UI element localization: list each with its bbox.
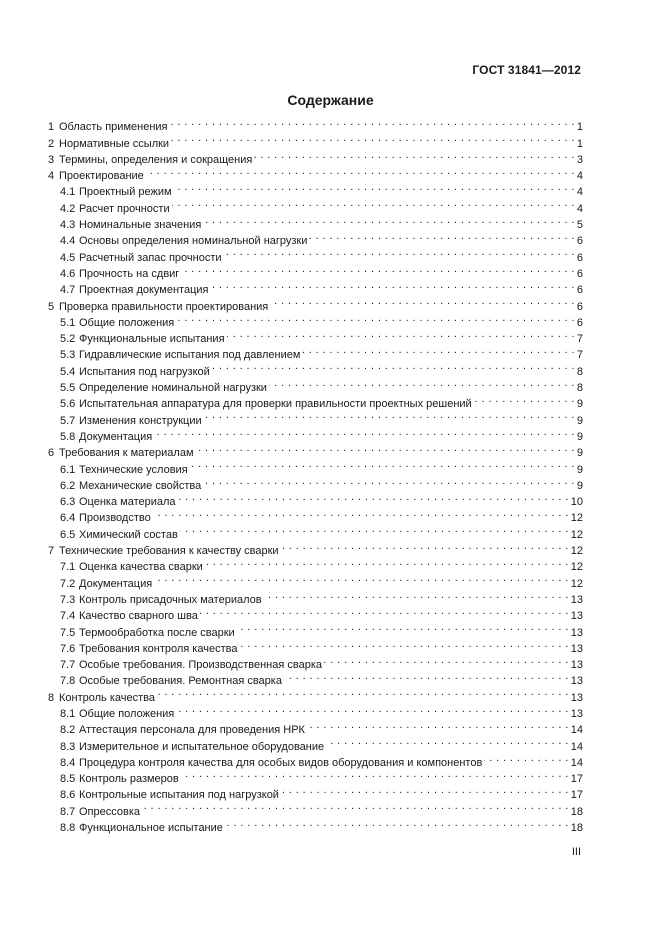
toc-dot-leader bbox=[309, 228, 574, 244]
toc-entry-label: Контроль качества bbox=[59, 691, 155, 704]
toc-entry-label: Процедура контроля качества для особых видов оборудования и компонентов bbox=[79, 756, 483, 769]
toc-entry-number: 8.5 bbox=[60, 773, 76, 786]
toc-entry-page: 17 bbox=[570, 773, 583, 786]
toc-entry-number: 5 bbox=[48, 300, 55, 313]
toc-entry-label: Особые требования. Ремонтная сварка bbox=[79, 675, 282, 688]
toc-entry-label: Нормативные ссылки bbox=[59, 137, 170, 150]
page-number: III bbox=[571, 846, 581, 858]
toc-entry-label: Производство bbox=[79, 512, 151, 525]
toc-entry-label: Механические свойства bbox=[79, 479, 202, 492]
toc-entry-page: 18 bbox=[570, 805, 583, 818]
toc-dot-leader bbox=[324, 652, 569, 668]
toc-entry-page: 6 bbox=[576, 235, 583, 248]
toc-entry-page: 12 bbox=[570, 512, 583, 525]
toc-entry-page: 9 bbox=[576, 414, 583, 427]
toc-entry-label: Опрессовка bbox=[79, 805, 141, 818]
toc-entry-label: Качество сварного шва bbox=[79, 610, 198, 623]
toc-entry-label: Технические условия bbox=[79, 463, 188, 476]
toc-dot-leader bbox=[281, 782, 569, 798]
toc-entry-number: 4.7 bbox=[60, 284, 76, 297]
toc-entry-page: 9 bbox=[576, 398, 583, 411]
toc-dot-leader bbox=[171, 130, 575, 146]
toc-entry-number: 8.1 bbox=[60, 707, 76, 720]
toc-entry-label: Номинальные значения bbox=[79, 219, 202, 232]
toc-entry-page: 17 bbox=[570, 789, 583, 802]
toc-entry-page: 9 bbox=[576, 479, 583, 492]
toc-entry[interactable] bbox=[48, 114, 583, 134]
toc-entry-number: 7.1 bbox=[60, 561, 76, 574]
toc-entry-label: Контроль присадочных материалов bbox=[79, 593, 262, 606]
toc-entry-number: 5.5 bbox=[60, 382, 76, 395]
toc-entry-page: 14 bbox=[570, 724, 583, 737]
toc-entry-label: Документация bbox=[79, 577, 153, 590]
toc-entry-number: 6.2 bbox=[60, 479, 76, 492]
toc-dot-leader bbox=[153, 505, 569, 521]
toc-entry-page: 13 bbox=[570, 691, 583, 704]
toc-entry-label: Термины, определения и сокращения bbox=[59, 153, 253, 166]
toc-entry-number: 1 bbox=[48, 121, 55, 134]
toc-entry-number: 4.4 bbox=[60, 235, 76, 248]
toc-entry-label: Оценка материала bbox=[79, 496, 176, 509]
toc-entry-number: 4.6 bbox=[60, 267, 76, 280]
toc-entry-page: 6 bbox=[576, 316, 583, 329]
toc-entry-page: 12 bbox=[570, 561, 583, 574]
table-of-contents bbox=[48, 114, 583, 835]
document-header-standard: ГОСТ 31841—2012 bbox=[472, 63, 581, 77]
toc-dot-leader bbox=[227, 326, 575, 342]
toc-entry-label: Аттестация персонала для проведения НРК bbox=[79, 724, 305, 737]
toc-entry-page: 5 bbox=[576, 219, 583, 232]
toc-dot-leader bbox=[174, 179, 575, 195]
toc-entry-page: 6 bbox=[576, 284, 583, 297]
toc-dot-leader bbox=[203, 212, 575, 228]
toc-entry-number: 7.2 bbox=[60, 577, 76, 590]
toc-dot-leader bbox=[176, 310, 575, 326]
toc-entry-number: 4.3 bbox=[60, 219, 76, 232]
toc-entry-page: 9 bbox=[576, 430, 583, 443]
toc-entry-page: 13 bbox=[570, 659, 583, 672]
toc-dot-leader bbox=[205, 554, 569, 570]
toc-dot-leader bbox=[269, 375, 575, 391]
toc-entry-label: Особые требования. Производственная сварка bbox=[79, 659, 322, 672]
toc-entry-label: Проектный режим bbox=[79, 186, 172, 199]
toc-entry-page: 13 bbox=[570, 626, 583, 639]
toc-entry-number: 7.5 bbox=[60, 626, 76, 639]
toc-entry-label: Функциональные испытания bbox=[79, 333, 225, 346]
toc-entry-label: Область применения bbox=[59, 121, 168, 134]
toc-dot-leader bbox=[204, 407, 575, 423]
toc-entry-number: 3 bbox=[48, 153, 55, 166]
toc-entry-number: 4 bbox=[48, 170, 55, 183]
toc-entry-label: Измерительное и испытательное оборудование bbox=[79, 740, 325, 753]
toc-dot-leader bbox=[302, 342, 574, 358]
toc-entry-number: 5.1 bbox=[60, 316, 76, 329]
toc-entry-page: 7 bbox=[576, 349, 583, 362]
toc-dot-leader bbox=[176, 701, 569, 717]
toc-entry-label: Термообработка после сварки bbox=[79, 626, 235, 639]
toc-dot-leader bbox=[474, 391, 575, 407]
toc-entry-page: 8 bbox=[576, 382, 583, 395]
toc-entry-number: 7 bbox=[48, 545, 55, 558]
toc-entry-number: 5.3 bbox=[60, 349, 76, 362]
toc-entry-label: Контрольные испытания под нагрузкой bbox=[79, 789, 279, 802]
toc-entry-page: 6 bbox=[576, 267, 583, 280]
toc-entry-page: 14 bbox=[570, 740, 583, 753]
toc-entry-number: 7.7 bbox=[60, 659, 76, 672]
toc-entry-number: 6.4 bbox=[60, 512, 76, 525]
toc-entry-label: Расчетный запас прочности bbox=[79, 251, 222, 264]
toc-entry-number: 4.5 bbox=[60, 251, 76, 264]
toc-entry-number: 5.8 bbox=[60, 430, 76, 443]
toc-dot-leader bbox=[224, 244, 575, 260]
toc-dot-leader bbox=[270, 293, 575, 309]
toc-entry-label: Изменения конструкции bbox=[79, 414, 202, 427]
toc-entry-label: Технические требования к качеству сварки bbox=[59, 545, 279, 558]
toc-entry-number: 8.6 bbox=[60, 789, 76, 802]
toc-entry-number: 7.4 bbox=[60, 610, 76, 623]
toc-entry-page: 8 bbox=[576, 365, 583, 378]
toc-entry-page: 10 bbox=[570, 496, 583, 509]
toc-entry-number: 8.7 bbox=[60, 805, 76, 818]
toc-entry-page: 9 bbox=[576, 463, 583, 476]
toc-entry-number: 5.2 bbox=[60, 333, 76, 346]
toc-dot-leader bbox=[254, 147, 575, 163]
toc-dot-leader bbox=[178, 489, 569, 505]
toc-entry-page: 13 bbox=[570, 593, 583, 606]
toc-entry-number: 4.1 bbox=[60, 186, 76, 199]
toc-entry-number: 8.8 bbox=[60, 822, 76, 835]
toc-entry-page: 14 bbox=[570, 756, 583, 769]
toc-entry-label: Документация bbox=[79, 430, 153, 443]
toc-entry-page: 6 bbox=[576, 300, 583, 313]
toc-dot-leader bbox=[200, 603, 569, 619]
toc-dot-leader bbox=[170, 114, 575, 130]
toc-title: Содержание bbox=[287, 92, 374, 108]
toc-entry-page: 1 bbox=[576, 121, 583, 134]
toc-dot-leader bbox=[180, 521, 569, 537]
toc-entry-page: 12 bbox=[570, 528, 583, 541]
toc-entry-number: 5.4 bbox=[60, 365, 76, 378]
toc-entry-page: 4 bbox=[576, 170, 583, 183]
toc-entry-label: Общие положения bbox=[79, 316, 175, 329]
toc-entry-number: 6.3 bbox=[60, 496, 76, 509]
toc-entry-page: 18 bbox=[570, 822, 583, 835]
toc-dot-leader bbox=[326, 733, 569, 749]
toc-dot-leader bbox=[212, 358, 575, 374]
toc-entry-label: Химический состав bbox=[79, 528, 178, 541]
toc-entry-number: 4.2 bbox=[60, 202, 76, 215]
toc-entry-number: 7.8 bbox=[60, 675, 76, 688]
toc-entry-page: 6 bbox=[576, 251, 583, 264]
toc-dot-leader bbox=[264, 587, 569, 603]
toc-entry-label: Испытательная аппаратура для проверки правильности проектных решений bbox=[79, 398, 472, 411]
toc-dot-leader bbox=[181, 261, 575, 277]
toc-entry-page: 13 bbox=[570, 675, 583, 688]
toc-entry-label: Основы определения номинальной нагрузки bbox=[79, 235, 308, 248]
toc-dot-leader bbox=[157, 684, 569, 700]
toc-dot-leader bbox=[307, 717, 569, 733]
toc-entry-number: 7.6 bbox=[60, 642, 76, 655]
toc-dot-leader bbox=[284, 668, 569, 684]
toc-entry-page: 1 bbox=[576, 137, 583, 150]
toc-entry-number: 6 bbox=[48, 447, 55, 460]
toc-entry-label: Определение номинальной нагрузки bbox=[79, 382, 267, 395]
toc-dot-leader bbox=[239, 636, 568, 652]
toc-dot-leader bbox=[237, 619, 569, 635]
toc-entry-page: 13 bbox=[570, 707, 583, 720]
toc-entry-page: 13 bbox=[570, 642, 583, 655]
toc-entry-page: 7 bbox=[576, 333, 583, 346]
toc-entry-number: 6.1 bbox=[60, 463, 76, 476]
toc-dot-leader bbox=[181, 766, 569, 782]
toc-entry-label: Проектная документация bbox=[79, 284, 209, 297]
toc-dot-leader bbox=[484, 750, 568, 766]
toc-dot-leader bbox=[142, 798, 569, 814]
toc-entry-number: 6.5 bbox=[60, 528, 76, 541]
toc-entry-label: Оценка качества сварки bbox=[79, 561, 203, 574]
toc-entry-number: 7.3 bbox=[60, 593, 76, 606]
toc-entry-page: 4 bbox=[576, 186, 583, 199]
toc-entry-number: 8 bbox=[48, 691, 55, 704]
toc-dot-leader bbox=[281, 538, 569, 554]
toc-dot-leader bbox=[225, 815, 569, 831]
toc-entry-page: 3 bbox=[576, 153, 583, 166]
toc-entry-number: 2 bbox=[48, 137, 55, 150]
toc-dot-leader bbox=[146, 163, 575, 179]
toc-entry-label: Прочность на сдвиг bbox=[79, 267, 180, 280]
toc-dot-leader bbox=[172, 195, 575, 211]
toc-entry-number: 8.4 bbox=[60, 756, 76, 769]
toc-entry-label: Общие положения bbox=[79, 707, 175, 720]
toc-entry-page: 12 bbox=[570, 545, 583, 558]
toc-entry-page: 13 bbox=[570, 610, 583, 623]
toc-entry-page: 12 bbox=[570, 577, 583, 590]
toc-entry-label: Расчет прочности bbox=[79, 202, 170, 215]
toc-entry-page: 9 bbox=[576, 447, 583, 460]
toc-entry-number: 8.2 bbox=[60, 724, 76, 737]
toc-dot-leader bbox=[190, 456, 575, 472]
toc-entry-label: Требования к материалам bbox=[59, 447, 194, 460]
toc-entry-number: 8.3 bbox=[60, 740, 76, 753]
toc-entry-number: 5.6 bbox=[60, 398, 76, 411]
toc-entry-label: Требования контроля качества bbox=[79, 642, 238, 655]
toc-entry-label: Проверка правильности проектирования bbox=[59, 300, 269, 313]
toc-entry-label: Испытания под нагрузкой bbox=[79, 365, 210, 378]
toc-entry-page: 4 bbox=[576, 202, 583, 215]
toc-entry-number: 5.7 bbox=[60, 414, 76, 427]
toc-dot-leader bbox=[154, 424, 575, 440]
toc-entry-label: Гидравлические испытания под давлением bbox=[79, 349, 301, 362]
toc-dot-leader bbox=[203, 473, 575, 489]
toc-dot-leader bbox=[154, 570, 569, 586]
toc-entry-label: Контроль размеров bbox=[79, 773, 179, 786]
toc-entry-label: Функциональное испытание bbox=[79, 822, 223, 835]
toc-entry-label: Проектирование bbox=[59, 170, 144, 183]
toc-dot-leader bbox=[210, 277, 574, 293]
toc-dot-leader bbox=[196, 440, 575, 456]
